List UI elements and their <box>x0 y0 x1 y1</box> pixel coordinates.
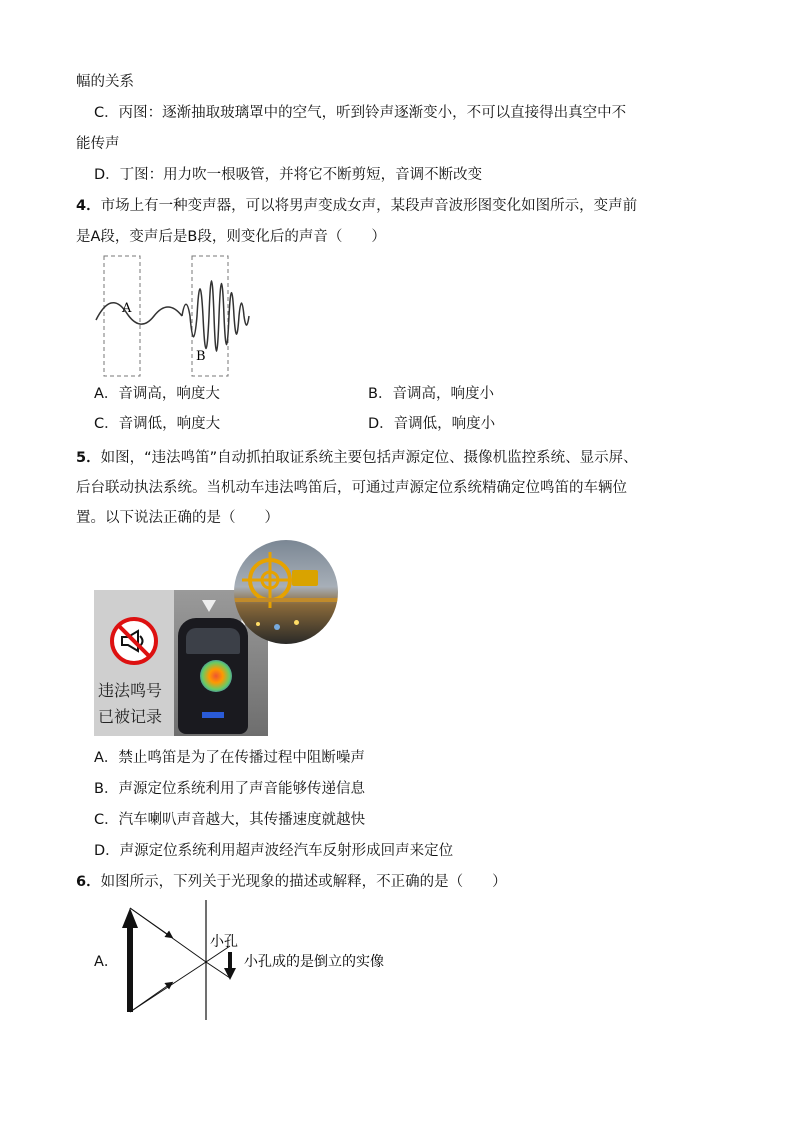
q3-tail-text: 幅的关系 <box>76 74 134 90</box>
q5-stem-line3: 置。以下说法正确的是（ ） <box>76 510 279 526</box>
q4-option-c: C．音调低，响度大 <box>94 416 221 432</box>
camera-circle <box>234 540 338 644</box>
q6-stem <box>76 872 507 892</box>
q5-option-b: B．声源定位系统利用了声音能够传递信息 <box>94 781 365 797</box>
object-arrow <box>122 908 138 1012</box>
q6-number: 6． <box>76 874 101 890</box>
q3-option-c-line1: C．丙图：逐渐抽取玻璃罩中的空气，听到铃声逐渐变小，不可以直接得出真空中不 <box>94 105 627 121</box>
pinhole-description: 小孔成的是倒立的实像 <box>244 954 384 970</box>
q5-option-c: C．汽车喇叭声音越大，其传播速度就越快 <box>94 812 366 828</box>
sound-heatmap <box>200 660 232 692</box>
q4-stem-line1 <box>76 196 637 216</box>
q6-stem-text: 如图所示，下列关于光现象的描述或解释，不正确的是（ ） <box>100 874 507 890</box>
q5-number: 5． <box>76 450 101 466</box>
label-a: A <box>122 301 132 316</box>
wave-a <box>96 303 182 324</box>
sign-text-line2: 已被记录 <box>98 707 163 726</box>
q4-option-d: D．音调低，响度小 <box>368 416 496 432</box>
sign-panel <box>94 590 174 736</box>
segment-a-box <box>104 256 140 376</box>
q5-option-a: A．禁止鸣笛是为了在传播过程中阻断噪声 <box>94 750 365 766</box>
q5-stem-line1 <box>76 448 638 468</box>
q4-number: 4． <box>76 198 101 214</box>
q5-stem-text: 如图，“违法鸣笛”自动抓拍取证系统主要包括声源定位、摄像机监控系统、显示屏、 <box>100 450 638 466</box>
q3-option-d: D．丁图：用力吹一根吸管，并将它不断剪短，音调不断改变 <box>94 167 483 183</box>
pinhole-figure <box>110 900 410 1024</box>
q5-stem-line2: 后台联动执法系统。当机动车违法鸣笛后，可通过声源定位系统精确定位鸣笛的车辆位 <box>76 480 627 496</box>
honk-capture-figure <box>94 540 340 736</box>
waveform-figure <box>92 252 272 382</box>
no-horn-icon <box>109 616 159 666</box>
q4-stem-line2: 是A段，变声后是B段，则变化后的声音（ ） <box>76 229 386 245</box>
label-b: B <box>196 349 206 364</box>
q6-option-a-label: A． <box>94 954 119 970</box>
sign-text-line1: 违法鸣号 <box>98 681 163 700</box>
car-image <box>178 618 248 734</box>
q4-stem-text: 市场上有一种变声器，可以将男声变成女声，某段声音波形图变化如图所示，变声前 <box>100 198 638 214</box>
camera-icon <box>292 570 318 586</box>
q5-option-d: D．声源定位系统利用超声波经汽车反射形成回声来定位 <box>94 843 454 859</box>
q4-option-a: A．音调高，响度大 <box>94 386 220 402</box>
q3-option-c-line2: 能传声 <box>76 136 120 152</box>
pinhole-label: 小孔 <box>210 934 238 950</box>
q4-option-b: B．音调高，响度小 <box>368 386 494 402</box>
